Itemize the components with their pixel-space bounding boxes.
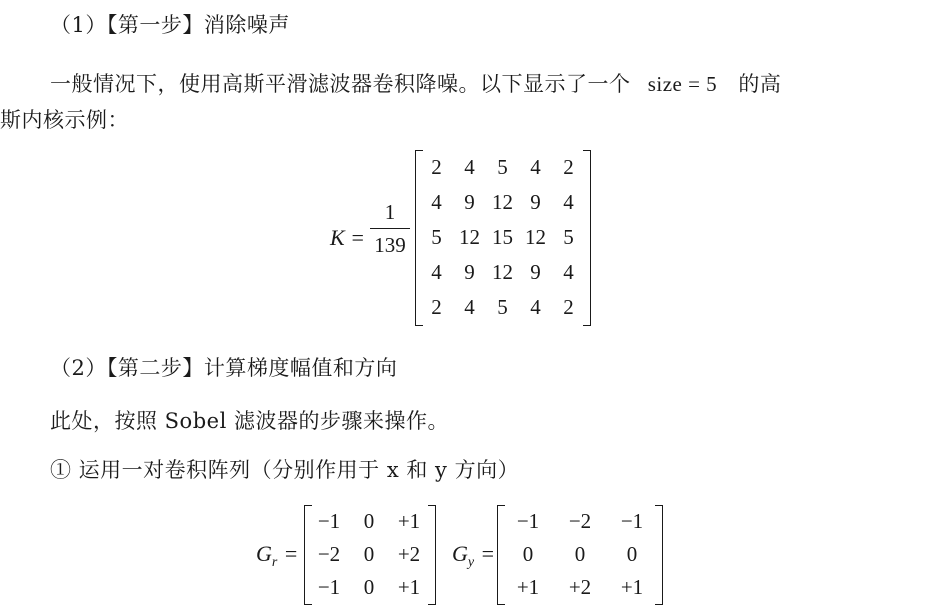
kernel-matrix-cell: 5 <box>563 225 574 249</box>
step2-item1: ① 运用一对卷积阵列（分别作用于 x 和 y 方向） <box>50 458 520 482</box>
gy-matrix-row <box>498 571 662 604</box>
kernel-matrix-cell: 15 <box>492 225 513 249</box>
kernel-matrix-cell: 4 <box>563 190 574 214</box>
gx-matrix-cell: −2 <box>317 542 341 566</box>
kernel-matrix-cell: 12 <box>492 260 513 284</box>
gy-matrix-cell: −1 <box>516 509 540 533</box>
kernel-matrix-cell: 12 <box>459 225 480 249</box>
step1-paragraph-post: 的高 <box>738 72 782 96</box>
step2-paragraph: 此处，按照 Sobel 滤波器的步骤来操作。 <box>50 409 449 433</box>
kernel-matrix <box>415 150 591 326</box>
gy-matrix-row <box>498 538 662 571</box>
step1-paragraph-line2: 斯内核示例： <box>0 108 129 132</box>
gx-matrix-row <box>305 571 435 604</box>
kernel-matrix-row <box>416 290 590 325</box>
sobel-gx-matrix <box>304 505 436 605</box>
step1-heading: （1）【第一步】消除噪声 <box>50 13 290 37</box>
kernel-matrix-cell: 12 <box>492 190 513 214</box>
size-expression: size = 5 <box>647 72 718 96</box>
kernel-matrix-cell: 2 <box>431 155 442 179</box>
gx-matrix-row <box>305 505 435 538</box>
kernel-matrix-cell: 4 <box>431 190 442 214</box>
gx-matrix-cell: −1 <box>317 509 341 533</box>
kernel-matrix-cell: 4 <box>563 260 574 284</box>
gy-matrix-cell: −1 <box>620 509 644 533</box>
kernel-matrix-cell: 9 <box>464 260 475 284</box>
kernel-matrix-row <box>416 150 590 185</box>
gy-label: $G_y$ = <box>452 541 495 570</box>
kernel-matrix-cell: 12 <box>525 225 546 249</box>
kernel-matrix-cell: 2 <box>563 155 574 179</box>
kernel-matrix-cell: 9 <box>530 260 541 284</box>
fraction-denominator: 139 <box>374 233 406 257</box>
gy-matrix-cell: +1 <box>620 575 644 599</box>
gx-matrix-cell: +1 <box>397 509 421 533</box>
kernel-matrix-cell: 4 <box>530 155 541 179</box>
gy-matrix-cell: +1 <box>516 575 540 599</box>
kernel-matrix-cell: 2 <box>431 295 442 319</box>
kernel-matrix-cell: 5 <box>431 225 442 249</box>
kernel-matrix-cell: 4 <box>530 295 541 319</box>
kernel-matrix-cell: 5 <box>497 155 508 179</box>
kernel-matrix-cell: 9 <box>464 190 475 214</box>
gy-matrix-cell: +2 <box>568 575 592 599</box>
kernel-matrix-cell: 2 <box>563 295 574 319</box>
gy-matrix-row <box>498 505 662 538</box>
kernel-matrix-cell: 9 <box>530 190 541 214</box>
step1-paragraph-line1 <box>50 70 781 98</box>
kernel-matrix-cell: 4 <box>464 295 475 319</box>
kernel-matrix-cell: 4 <box>464 155 475 179</box>
fraction-numerator: 1 <box>384 200 396 224</box>
kernel-matrix-cell: 4 <box>431 260 442 284</box>
gy-matrix-cell: 0 <box>626 542 638 566</box>
kernel-symbol: K = <box>330 225 366 250</box>
sobel-gy-matrix <box>497 505 663 605</box>
gy-matrix-cell: −2 <box>568 509 592 533</box>
fraction-bar <box>370 228 410 229</box>
gx-matrix-cell: +1 <box>397 575 421 599</box>
kernel-matrix-row <box>416 220 590 255</box>
gy-matrix-cell: 0 <box>522 542 534 566</box>
gx-matrix-cell: +2 <box>397 542 421 566</box>
kernel-matrix-cell: 5 <box>497 295 508 319</box>
step1-paragraph-pre: 一般情况下，使用高斯平滑滤波器卷积降噪。以下显示了一个 <box>50 72 631 96</box>
kernel-matrix-row <box>416 185 590 220</box>
kernel-fraction <box>370 198 410 259</box>
kernel-matrix-row <box>416 255 590 290</box>
kernel-lhs <box>330 224 365 252</box>
step2-heading: （2）【第二步】计算梯度幅值和方向 <box>50 356 398 380</box>
gx-matrix-cell: 0 <box>363 542 375 566</box>
gx-matrix-cell: 0 <box>363 509 375 533</box>
gx-matrix-row <box>305 538 435 571</box>
gy-matrix-cell: 0 <box>574 542 586 566</box>
gx-matrix-cell: −1 <box>317 575 341 599</box>
gx-matrix-cell: 0 <box>363 575 375 599</box>
gx-label: $G_r$ = <box>256 541 298 570</box>
